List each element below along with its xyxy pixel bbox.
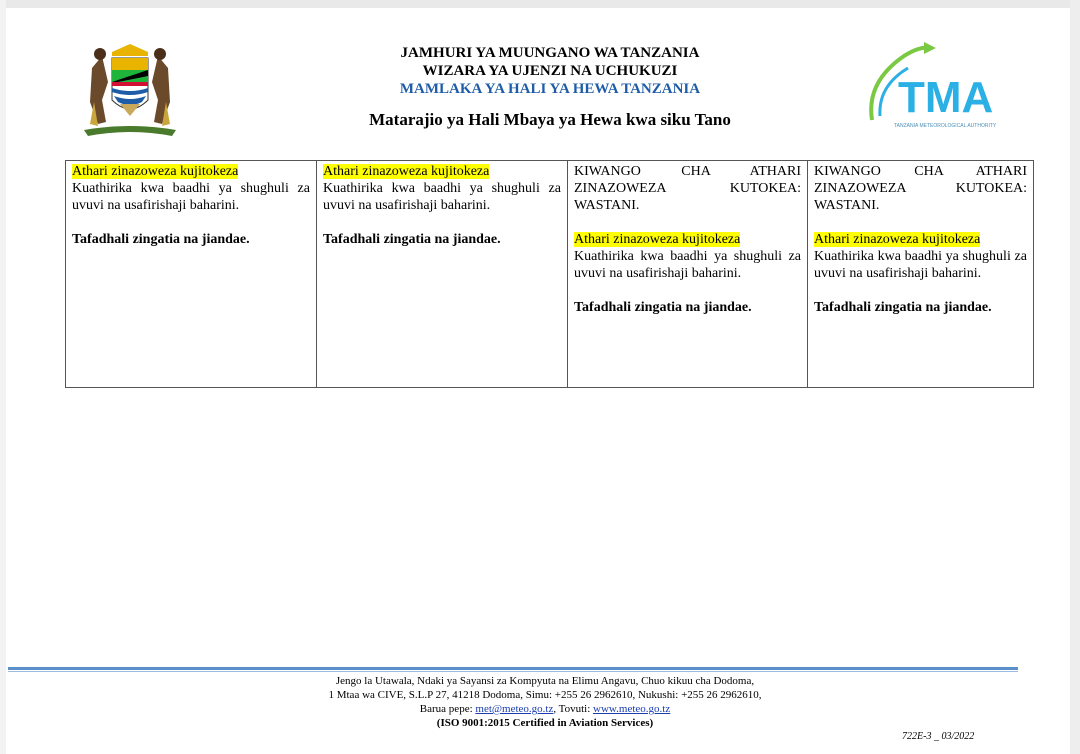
coat-of-arms-icon	[72, 42, 188, 138]
advice-text: Tafadhali zingatia na jiandae.	[323, 232, 501, 247]
forecast-cell-1	[66, 161, 317, 388]
document-number: 722E-3 _ 03/2022	[902, 731, 975, 742]
tma-logo-text: TMA	[898, 73, 994, 122]
ministry-name: WIZARA YA UJENZI NA UCHUKUZI	[422, 63, 678, 79]
authority-name: MAMLAKA YA HALI YA HEWA TANZANIA	[399, 81, 701, 97]
forecast-cell-4	[808, 161, 1034, 388]
impact-text: Kuathirika kwa baadhi ya shughuli za uvuvi na usafirishaji baharini.	[574, 249, 801, 281]
footer-divider	[8, 667, 1018, 670]
advice-text: Tafadhali zingatia na jiandae.	[574, 300, 752, 315]
impact-text: Kuathirika kwa baadhi ya shughuli za uvuvi na usafirishaji baharini.	[814, 249, 1027, 281]
footer-divider-thin	[8, 671, 1018, 672]
certification-text: (ISO 9001:2015 Certified in Aviation Services)	[436, 717, 654, 729]
country-name: JAMHURI YA MUUNGANO WA TANZANIA	[400, 45, 700, 61]
advice-text: Tafadhali zingatia na jiandae.	[72, 232, 250, 247]
header-titles	[300, 44, 800, 130]
forecast-table	[65, 160, 1034, 388]
footer-address-line1: Jengo la Utawala, Ndaki ya Sayansi za Kompyuta na Elimu Angavu, Chuo kikuu cha Dodoma,	[335, 675, 755, 687]
document-footer	[200, 674, 890, 730]
impact-text: Kuathirika kwa baadhi ya shughuli za uvuvi na usafirishaji baharini.	[323, 181, 561, 213]
email-label: Barua pepe:	[419, 703, 473, 715]
footer-contact-line	[200, 702, 890, 716]
page-title: Matarajio ya Hali Mbaya ya Hewa kwa siku Tano	[369, 110, 731, 129]
web-label: , Tovuti:	[553, 703, 591, 715]
advice-text: Tafadhali zingatia na jiandae.	[814, 300, 992, 315]
tma-logo	[864, 42, 1004, 130]
impact-level: KIWANGO CHA ATHARI ZINAZOWEZA KUTOKEA: WASTANI.	[574, 164, 801, 213]
impact-text: Kuathirika kwa baadhi ya shughuli za uvuvi na usafirishaji baharini.	[72, 181, 310, 213]
impact-heading: Athari zinazoweza kujitokeza	[323, 164, 490, 179]
page-edge-left	[0, 0, 6, 754]
impact-heading: Athari zinazoweza kujitokeza	[574, 232, 741, 247]
email-link[interactable]: met@meteo.go.tz	[475, 703, 554, 715]
impact-heading: Athari zinazoweza kujitokeza	[814, 232, 981, 247]
website-link[interactable]: www.meteo.go.tz	[593, 703, 671, 715]
impact-heading: Athari zinazoweza kujitokeza	[72, 164, 239, 179]
impact-level: KIWANGO CHA ATHARI ZINAZOWEZA KUTOKEA: WASTANI.	[814, 164, 1027, 213]
page-edge-right	[1070, 0, 1080, 754]
footer-address-line2: 1 Mtaa wa CIVE, S.L.P 27, 41218 Dodoma, Simu: +255 26 2962610, Nukushi: +255 26 2962610,	[328, 689, 762, 701]
page-edge	[0, 0, 1080, 8]
tma-logo-caption: TANZANIA METEOROLOGICAL AUTHORITY	[894, 123, 997, 129]
table-row	[66, 161, 1034, 388]
forecast-cell-2	[317, 161, 568, 388]
forecast-cell-3	[568, 161, 808, 388]
